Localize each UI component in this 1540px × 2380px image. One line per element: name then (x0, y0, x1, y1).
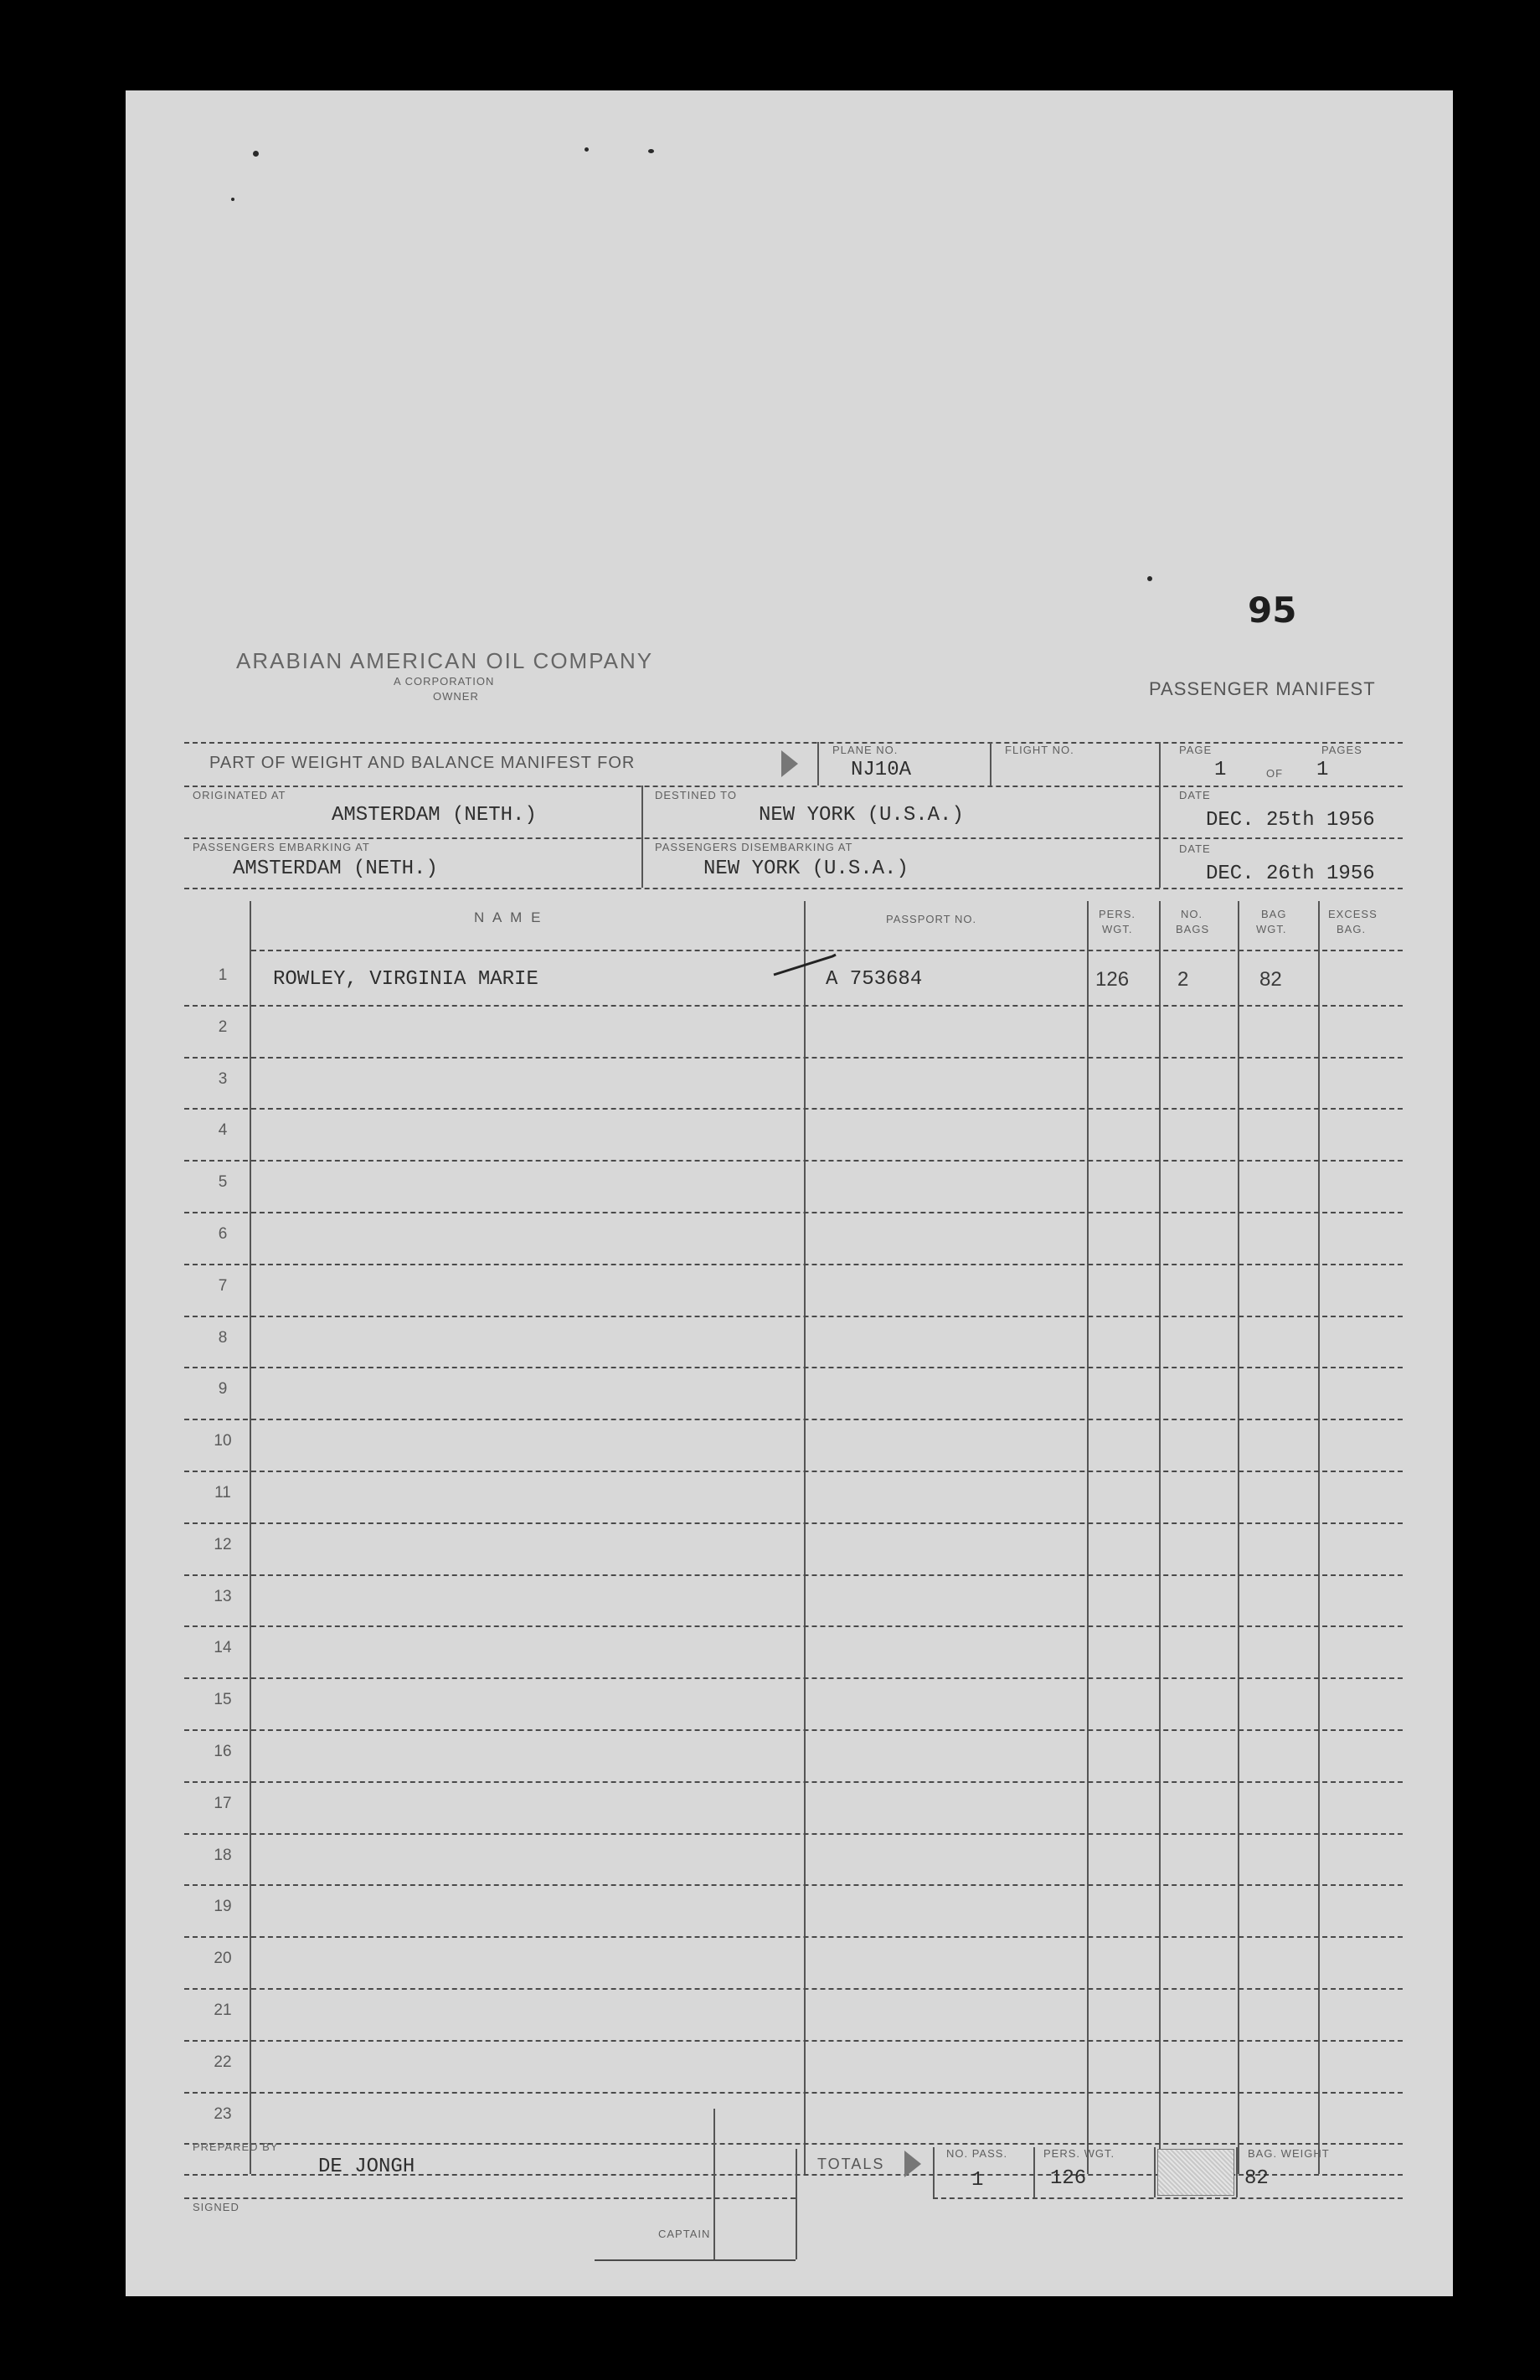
destined-value: NEW YORK (U.S.A.) (759, 804, 964, 827)
col-header-no-bags-2: BAGS (1176, 923, 1210, 935)
row-rule (184, 1522, 1403, 1524)
col-header-bag-wgt-2: WGT. (1256, 923, 1287, 935)
page-stamp-number: 95 (1248, 590, 1297, 631)
row-number: 17 (214, 1794, 232, 1812)
divider (1159, 742, 1161, 786)
flight-no-label: FLIGHT NO. (1005, 744, 1074, 756)
divider (933, 2147, 935, 2197)
date-value-1: DEC. 25th 1956 (1206, 809, 1375, 832)
row-number: 4 (218, 1121, 228, 1140)
disembarking-value: NEW YORK (U.S.A.) (703, 858, 909, 880)
row-rule (184, 1419, 1403, 1420)
row-number: 22 (214, 2053, 232, 2071)
row-rule (184, 2092, 1403, 2094)
col-header-pers-wgt-1: PERS. (1099, 908, 1136, 920)
col-header-bag-wgt-1: BAG (1261, 908, 1287, 920)
row-number: 8 (218, 1328, 228, 1347)
divider (641, 786, 643, 888)
row-number: 15 (214, 1691, 232, 1709)
bag-weight: 82 (1259, 968, 1282, 991)
bag-weight-total-value: 82 (1244, 2167, 1269, 2190)
row-number: 9 (218, 1380, 228, 1399)
ink-speck (231, 198, 234, 201)
row-rule (184, 1108, 1403, 1110)
row-rule (184, 1781, 1403, 1783)
pers-wgt-total-label: PERS. WGT. (1043, 2147, 1115, 2160)
divider (1236, 2147, 1238, 2197)
company-sub-owner: OWNER (433, 690, 479, 703)
rule (184, 742, 1403, 744)
page-value: 1 (1214, 759, 1227, 781)
passport-number: A 753684 (826, 968, 923, 991)
plane-no-value: NJ10A (851, 759, 912, 781)
signed-label: SIGNED (193, 2201, 239, 2213)
row-rule (184, 1574, 1403, 1576)
pers-wgt-total-value: 126 (1050, 2167, 1087, 2190)
no-pass-value: 1 (971, 2169, 984, 2192)
row-number: 21 (214, 2001, 232, 2019)
disembarking-label: PASSENGERS DISEMBARKING AT (655, 841, 853, 853)
row-number: 23 (214, 2104, 232, 2123)
divider (817, 742, 819, 786)
row-number: 16 (214, 1743, 232, 1760)
company-name: ARABIAN AMERICAN OIL COMPANY (236, 648, 654, 673)
row-number: 14 (214, 1639, 232, 1657)
date-value-2: DEC. 26th 1956 (1206, 863, 1375, 885)
prepared-by-label: PREPARED BY (193, 2140, 279, 2153)
column-divider (1238, 901, 1239, 2174)
row-rule (184, 1625, 1403, 1627)
row-rule (184, 1367, 1403, 1368)
divider (1033, 2147, 1035, 2197)
form-title: PASSENGER MANIFEST (1149, 678, 1376, 699)
column-divider (1087, 901, 1089, 2174)
row-rule (184, 1212, 1403, 1213)
embarking-value: AMSTERDAM (NETH.) (233, 858, 438, 880)
ink-speck (253, 151, 259, 157)
row-rule (184, 1005, 1403, 1007)
row-rule (184, 1936, 1403, 1938)
captain-label: CAPTAIN (658, 2228, 711, 2240)
prepared-by-value: DE JONGH (318, 2156, 415, 2178)
ink-speck (1147, 576, 1152, 581)
part-of-label: PART OF WEIGHT AND BALANCE MANIFEST FOR (209, 754, 636, 772)
of-label: OF (1266, 767, 1284, 780)
divider (990, 742, 991, 786)
ink-speck (585, 147, 589, 152)
divider (1154, 2147, 1156, 2197)
column-divider (250, 901, 251, 2174)
row-rule (184, 2143, 1403, 2145)
row-number: 2 (218, 1017, 228, 1036)
col-header-name: N A M E (474, 909, 543, 925)
date-label-1: DATE (1179, 789, 1211, 801)
row-number: 12 (214, 1535, 232, 1553)
check-mark-icon (770, 945, 837, 978)
col-header-excess-2: BAG. (1337, 923, 1367, 935)
row-number: 10 (214, 1432, 232, 1450)
rule (184, 786, 1403, 787)
plane-no-label: PLANE NO. (832, 744, 899, 756)
row-rule (184, 2040, 1403, 2042)
page-label: PAGE (1179, 744, 1213, 756)
row-number: 13 (214, 1587, 232, 1605)
no-pass-label: NO. PASS. (946, 2147, 1008, 2160)
pers-weight: 126 (1095, 968, 1130, 991)
arrow-icon (904, 2151, 921, 2177)
col-header-passport: PASSPORT NO. (886, 913, 977, 925)
column-divider (1159, 901, 1161, 2174)
pages-value: 1 (1316, 759, 1329, 781)
col-header-pers-wgt-2: WGT. (1102, 923, 1133, 935)
ink-speck (648, 149, 654, 153)
row-number: 19 (214, 1898, 232, 1916)
date-label-2: DATE (1179, 842, 1211, 855)
row-rule (184, 1264, 1403, 1265)
row-rule (184, 1471, 1403, 1472)
divider (796, 2149, 797, 2259)
rule (933, 2197, 1403, 2199)
col-header-excess-1: EXCESS (1328, 908, 1378, 920)
row-rule (184, 1160, 1403, 1162)
bag-weight-total-label: BAG. WEIGHT (1248, 2147, 1330, 2160)
row-rule (184, 1677, 1403, 1679)
rule (184, 837, 1403, 839)
row-rule (184, 1988, 1403, 1990)
row-rule (184, 1057, 1403, 1059)
passenger-name: ROWLEY, VIRGINIA MARIE (273, 968, 538, 991)
pages-label: PAGES (1321, 744, 1362, 756)
row-rule (184, 1833, 1403, 1835)
shaded-box (1157, 2149, 1234, 2196)
rule (595, 2259, 796, 2261)
rule (184, 2197, 796, 2199)
destined-label: DESTINED TO (655, 789, 737, 801)
arrow-icon (781, 750, 798, 777)
rule (184, 888, 1403, 889)
row-number: 6 (218, 1225, 228, 1243)
row-number: 5 (218, 1173, 228, 1192)
row-number: 18 (214, 1846, 232, 1864)
row-number: 20 (214, 1950, 232, 1968)
column-divider (804, 901, 806, 2174)
row-number: 7 (218, 1276, 228, 1295)
row-rule (184, 1729, 1403, 1731)
company-sub-corporation: A CORPORATION (394, 675, 495, 688)
row-number: 3 (218, 1069, 228, 1088)
embarking-label: PASSENGERS EMBARKING AT (193, 841, 370, 853)
originated-value: AMSTERDAM (NETH.) (332, 804, 537, 827)
row-number: 11 (214, 1484, 231, 1502)
column-divider (1318, 901, 1320, 2174)
bag-count: 2 (1177, 968, 1189, 991)
row-rule (184, 1884, 1403, 1886)
divider (713, 2109, 715, 2259)
totals-label: TOTALS (817, 2156, 885, 2172)
divider (1159, 786, 1161, 888)
manifest-sheet (126, 90, 1453, 2296)
row-rule (184, 1316, 1403, 1317)
col-header-no-bags-1: NO. (1181, 908, 1203, 920)
row-number: 1 (218, 966, 228, 984)
originated-label: ORIGINATED AT (193, 789, 286, 801)
